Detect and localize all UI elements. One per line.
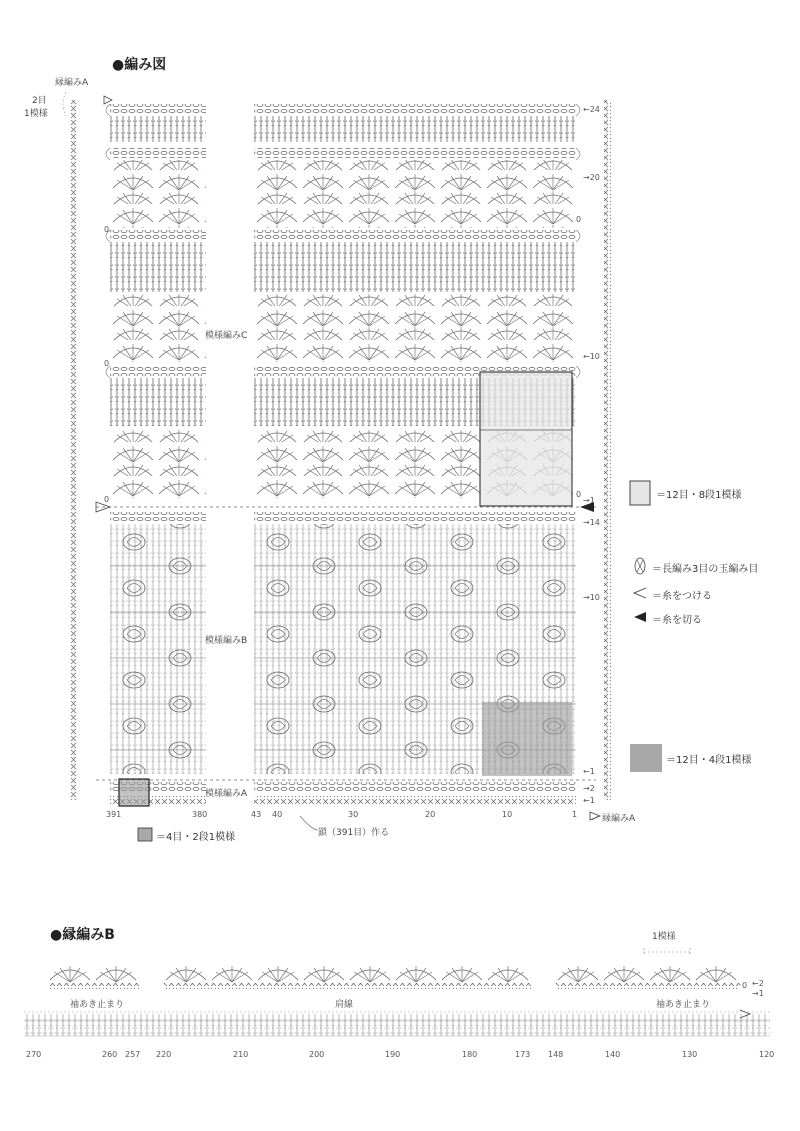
row-label-b-10: →10: [583, 593, 600, 602]
stitch-number: 391: [106, 810, 122, 819]
zero-marker: 0: [104, 225, 110, 234]
chart-title: ●編み図: [112, 57, 167, 73]
legend-light-box: ＝12目・8段1模様: [656, 490, 742, 501]
legend-bobble: ＝長編み3目の玉編み目: [652, 564, 759, 575]
row-label-b-1: ←1: [583, 767, 595, 776]
row-label-c-24: ←24: [583, 105, 600, 114]
row-label-c-10: ←10: [583, 352, 600, 361]
legend-cut: ＝糸を切る: [652, 615, 702, 626]
edge-b-row-2: ←2: [752, 979, 764, 988]
legend-dark-box: ＝12目・4段1模様: [666, 755, 752, 766]
edge-b-zero: 0: [742, 981, 748, 990]
edge-b-title: ●縁編みB: [50, 927, 115, 943]
edge-b-diagram: [24, 948, 770, 1036]
zero-marker: 0: [576, 490, 582, 499]
edge-b-number: 148: [548, 1050, 564, 1059]
sleeve-stop-left: 袖あき止まり: [70, 1000, 125, 1010]
legend-small-box: ＝4目・2段1模様: [156, 832, 236, 843]
stitch-number: 43: [251, 810, 262, 819]
stitch-number: 40: [272, 810, 283, 819]
stitch-number: 20: [425, 810, 436, 819]
edge-b-row-1: →1: [752, 989, 764, 998]
pattern-b-label: 模様編みB: [205, 636, 248, 646]
stitch-number: 10: [502, 810, 513, 819]
edge-b-number: 190: [385, 1050, 401, 1059]
edge-b-number: 140: [605, 1050, 621, 1059]
edge-b-number: 220: [156, 1050, 172, 1059]
edge-b-number: 210: [233, 1050, 249, 1059]
edge-b-number: 173: [515, 1050, 531, 1059]
stitch-number: 380: [192, 810, 208, 819]
shoulder-line-label: 肩線: [335, 1000, 354, 1010]
legend-attach: ＝糸をつける: [652, 591, 712, 602]
repeat-box-light: [480, 372, 572, 506]
repeat-box-dark: [482, 702, 572, 776]
row-label-a-2: →2: [583, 784, 595, 793]
edge-a-bottom-label: 縁編みA: [602, 814, 636, 824]
edge-b-number: 120: [759, 1050, 775, 1059]
edge-a-top-label: 縁編みA: [55, 78, 89, 88]
edge-b-number: 260: [102, 1050, 118, 1059]
sleeve-stop-right: 袖あき止まり: [656, 1000, 711, 1010]
stitch-number: 1: [572, 810, 578, 819]
edge-b-number: 130: [682, 1050, 698, 1059]
edge-b-number: 200: [309, 1050, 325, 1059]
row-label-a-1: ←1: [583, 796, 595, 805]
edge-b-number: 180: [462, 1050, 478, 1059]
edge-b-number: 257: [125, 1050, 141, 1059]
zero-marker: 0: [576, 215, 582, 224]
zero-marker: 0: [104, 495, 110, 504]
row-label-c-20: →20: [583, 173, 600, 182]
repeat-box-small: [119, 779, 149, 806]
repeat-note-pattern: 1模様: [24, 109, 48, 119]
repeat-note-stitches: 2目: [32, 96, 47, 106]
chain-note: 鎖（391目）作る: [318, 828, 390, 838]
row-label-b-14: →14: [583, 518, 600, 527]
bobble-icon: [635, 558, 645, 574]
pattern-c-label: 模様編みC: [205, 331, 248, 341]
stitch-number: 30: [348, 810, 359, 819]
row-label-c-1: →1: [583, 496, 595, 505]
zero-marker: 0: [104, 359, 110, 368]
pattern-a-label: 模様編みA: [205, 789, 248, 799]
edge-b-repeat-label: 1模様: [652, 932, 676, 942]
edge-b-number: 270: [26, 1050, 42, 1059]
